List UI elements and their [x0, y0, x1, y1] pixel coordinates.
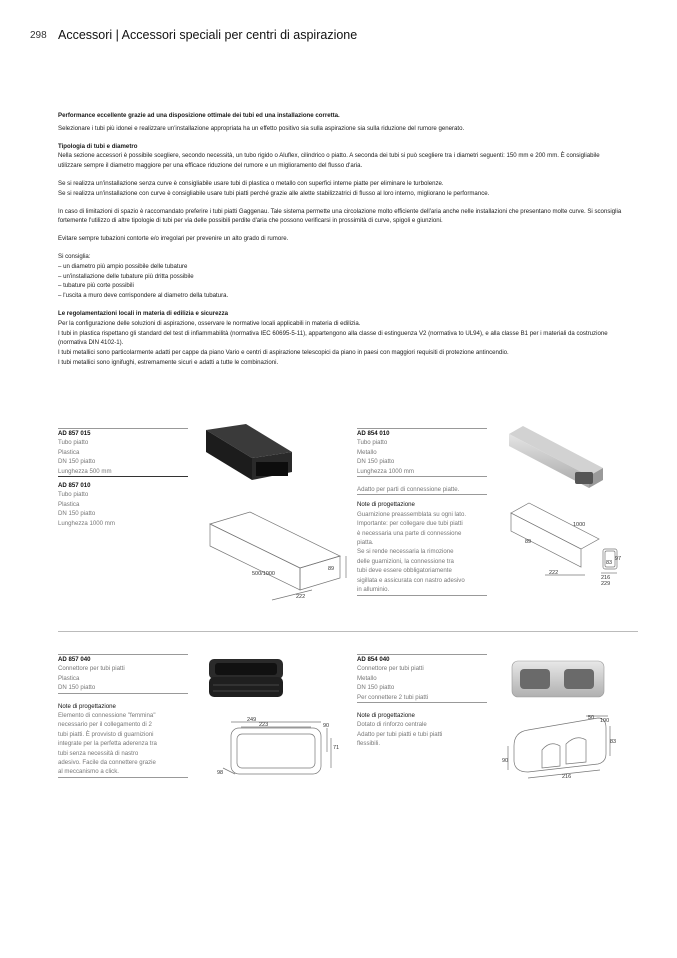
product-line: Plastica — [58, 500, 80, 508]
plastic-connector-dimension-drawing — [205, 712, 343, 788]
product-line: Lunghezza 500 mm — [58, 467, 188, 477]
product-line: Metallo — [357, 674, 377, 682]
flat-pipe-dimension-drawing — [200, 506, 348, 606]
product-line: DN 150 piatto — [58, 510, 96, 518]
product-ad857015 — [58, 428, 188, 477]
dim-height-3: 83 — [606, 560, 613, 566]
note-line: sigillata e assicurata con nastro adesivo — [357, 576, 465, 584]
notes-title: Note di progettazione — [58, 702, 116, 710]
note-line: integrate per la perfetta aderenza tra — [58, 740, 157, 748]
product-line: DN 150 piatto — [357, 684, 395, 692]
product-line: Plastica — [58, 674, 80, 682]
note-line: è necessaria una parte di connessione — [357, 529, 462, 537]
product-line: Metallo — [357, 448, 377, 456]
dim-height: 89 — [328, 566, 335, 572]
dim-d: 71 — [333, 745, 340, 751]
note-line: Guarnizione preassemblata su ogni lato. — [357, 510, 467, 518]
consiglia-item: – tubature più corte possibili — [58, 282, 134, 290]
dim-height-2: 97 — [615, 556, 622, 562]
note-line: al meccanismo a click. — [58, 767, 188, 777]
notes-title: Note di progettazione — [357, 712, 415, 720]
dim-length: 1000 — [573, 522, 586, 528]
product-line: DN 150 piatto — [58, 683, 188, 693]
note-line: Elemento di connessione "femmina" — [58, 712, 156, 720]
intro-paragraph: Selezionare i tubi più idonei e realizzare un'installazione appropriata ha un effetto positivo sia sulla aspirazione sia sulla riduzione del rumore generato. — [58, 124, 465, 132]
consiglia-item: – un'installazione delle tubature più dritta possibile — [58, 272, 194, 280]
metal-connector-dimension-drawing — [500, 710, 622, 786]
note-line: Importante: per collegare due tubi piatti — [357, 520, 463, 528]
tipologia-paragraph-2b: Se si realizza un'installazione con curve è consigliabile usare tubi piatti perché grazie alle alette stabilizzatrici di flusso al loro interno, migliorano le performance. — [58, 189, 490, 197]
note-line: necessario per il collegamento di 2 — [58, 721, 152, 729]
dim-c: 90 — [323, 723, 330, 729]
product-line: Tubo piatto — [58, 439, 89, 447]
product-line: Lunghezza 1000 mm — [58, 519, 115, 527]
dim-e: 216 — [562, 774, 572, 780]
regole-paragraph-2: I tubi in plastica rispettano gli standard del test di infiammabilità (normativa IEC 60695-5-11), appartengono alla classe di estinguenza V2 (normativa to UL94), e alla classe B1 per i materiali da costruzione (normativa DIN 4102-1). — [58, 329, 608, 347]
dim-width-2: 216 — [601, 575, 611, 581]
note-line: Se si rende necessaria la rimozione — [357, 548, 454, 556]
note-line: in alluminio. — [357, 585, 487, 595]
note-line: Adatto per tubi piatti e tubi piatti — [357, 730, 443, 738]
page-title: Accessori | Accessori speciali per centri di aspirazione — [58, 28, 358, 42]
consiglia-title: Si consiglia: — [58, 252, 91, 260]
product-line: Tubo piatto — [58, 491, 89, 499]
connector-metal-image — [508, 655, 608, 701]
note-line: tubi deve essere obbligatoriamente — [357, 567, 452, 575]
regole-paragraph-3: I tubi metallici sono particolarmente adatti per cappe da piano Vario e centri di aspirazione telescopici da piano in paesi con maggiori requisiti di protezione antincendio. — [58, 349, 509, 357]
note-line: adesivo. Facile da connettere grazie — [58, 759, 156, 767]
intro-heading: Performance eccellente grazie ad una disposizione ottimale dei tubi ed una installazione corretta. — [58, 112, 340, 119]
product-line: Plastica — [58, 448, 80, 456]
metal-pipe-dimension-drawing — [505, 495, 627, 591]
regole-paragraph-4: I tubi metallici sono ignifughi, estremamente sicuri e adatti a tutte le combinazioni. — [58, 358, 279, 366]
flat-pipe-metal-image — [505, 424, 605, 490]
dim-width-3: 229 — [601, 581, 611, 587]
note-line: tubi piatti. È provvisto di guarnizioni — [58, 730, 154, 738]
dim-width: 222 — [296, 594, 306, 600]
note-line: tubi senza necessità di nastro — [58, 749, 139, 757]
note-line: flessibili. — [357, 740, 381, 748]
dim-b: 100 — [600, 718, 610, 724]
tipologia-paragraph-1: Nella sezione accessori è possibile scegliere, secondo necessità, un tubo rigido o Aluflex, cilindrico o piatto. A seconda dei tubi si può scegliere tra i diametri seguenti: 150 mm e 200 mm. È consigliabile utilizzare sempre il diametro maggiore per una efficace riduzione del rumore e un miglioramento del flusso d'aria. — [58, 152, 600, 170]
product-code: AD 854 010 — [357, 430, 390, 437]
tipologia-paragraph-2a: Se si realizza un'installazione senza curve è consigliabile usare tubi di plastica o metallo con superfici interne piatte per eliminare le turbolenze. — [58, 179, 444, 187]
tipologia-heading: Tipologia di tubi e diametro — [58, 142, 138, 150]
page-number: 298 — [30, 30, 47, 41]
product-ad854010 — [357, 428, 487, 596]
consiglia-item: – un diametro più ampio possibile delle tubature — [58, 262, 188, 270]
section-divider — [58, 631, 638, 632]
dim-a: 249 — [247, 717, 257, 723]
product-line: Lunghezza 1000 mm — [357, 467, 487, 477]
regole-paragraph-1: Per la configurazione delle soluzioni di aspirazione, osservare le normative locali applicabili in materia di edilizia. — [58, 319, 361, 327]
product-code: AD 854 040 — [357, 656, 390, 663]
intro-text — [58, 111, 623, 368]
dim-width-1: 222 — [549, 570, 559, 576]
product-line: DN 150 piatto — [357, 458, 395, 466]
product-note: Adatto per parti di connessione piatte. — [357, 485, 487, 495]
note-line: delle guarnizioni, la connessione tra — [357, 557, 454, 565]
flat-pipe-plastic-image — [200, 424, 296, 484]
note-line: Dotato di rinforzo centrale — [357, 721, 427, 729]
product-ad857040 — [58, 654, 188, 778]
product-line: Connettore per tubi piatti — [357, 665, 424, 673]
connector-plastic-image — [205, 655, 287, 701]
product-code: AD 857 040 — [58, 656, 91, 663]
product-code: AD 857 015 — [58, 430, 91, 437]
dim-a: 50 — [588, 715, 595, 721]
tipologia-paragraph-4: Evitare sempre tubazioni contorte e/o irregolari per prevenire un alto grado di rumore. — [58, 235, 289, 243]
product-line: Per connettere 2 tubi piatti — [357, 693, 487, 703]
note-line: piatta. — [357, 539, 374, 547]
dim-e: 98 — [217, 770, 224, 776]
tipologia-paragraph-3: In caso di limitazioni di spazio è raccomandato preferire i tubi piatti Gaggenau. Tale sistema permette una circolazione molto efficiente dell'aria anche nelle installazioni che presentano molte curve. Si sconsiglia fortemente l'utilizzo di altre tipologie di tubi per via delle possibili perdite d'aria che possono verificarsi in prossimità di curve, spigoli e giunzioni. — [58, 207, 622, 225]
product-line: Connettore per tubi piatti — [58, 665, 125, 673]
product-line: Tubo piatto — [357, 439, 388, 447]
consiglia-item: – l'uscita a muro deve corrispondere al diametro della tubatura. — [58, 292, 229, 300]
dim-height-1: 89 — [525, 539, 532, 545]
dim-c: 83 — [610, 739, 617, 745]
dim-length: 500/1000 — [252, 571, 275, 577]
product-ad857010 — [58, 481, 188, 528]
notes-title: Note di progettazione — [357, 501, 415, 509]
dim-d: 90 — [502, 758, 509, 764]
regole-heading: Le regolamentazioni locali in materia di edilizia e sicurezza — [58, 309, 229, 317]
dim-b: 223 — [259, 722, 269, 728]
product-ad854040 — [357, 654, 487, 749]
product-line: DN 150 piatto — [58, 458, 96, 466]
product-code: AD 857 010 — [58, 482, 91, 489]
